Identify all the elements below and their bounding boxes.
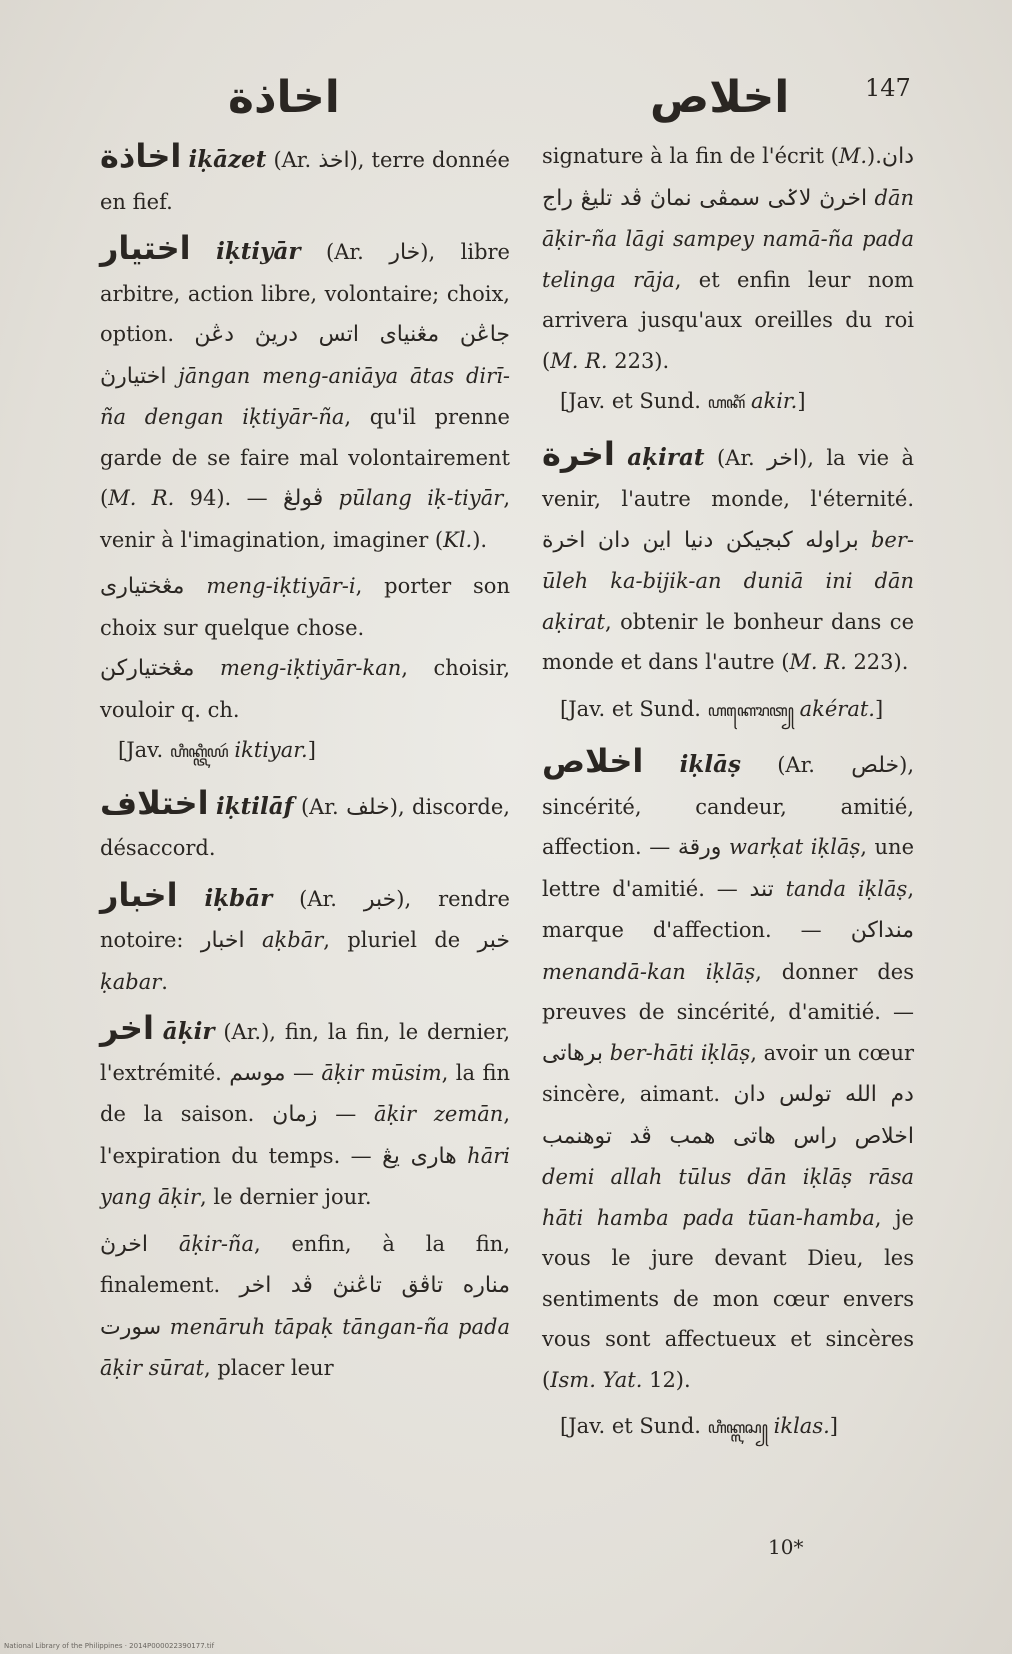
entry-akirat: اخرة aḳirat (Ar. اخر), la vie à venir, l'autre monde, l'éternité. براوله كبجيكن دنيا اين دان اخرة ber-ūleh ka-bijik-an duniā ini dān aḳirat, obtenir le bonheur dans ce monde et dans l'autre (M. R. 223). xyxy=(542,434,914,674)
subentry-meng-iktiyar-i: مڠختيارى meng-iḳtiyār-i, porter son choix sur quelque chose. xyxy=(100,574,510,640)
entry-ikbar: اخبار iḳbār (Ar. خبر), rendre notoire: اخبار aḳbār, pluriel de خبر ḳabar. xyxy=(100,875,511,994)
running-head-left: اخاذة xyxy=(228,72,340,123)
running-head-right: اخلاص xyxy=(650,72,790,123)
page-number: 147 xyxy=(865,74,911,102)
entry-iktilaf: اختلاف iḳtilāf (Ar. خلف), discorde, désaccord. xyxy=(100,783,510,860)
right-column xyxy=(542,136,914,1459)
entry-akir: اخر āḳir (Ar.), fin, la fin, le dernier, l'extrémité. موسم — āḳir mūsim, la fin de la saison. زمان — āḳir zemān, l'expiration du temps. — هارى يڠ hāri yang āḳir, le dernier jour. xyxy=(100,1009,510,1209)
left-column xyxy=(100,136,510,1389)
javanese-reference: [Jav. ꦲꦶꦏ꧀ꦠꦶꦪꦂ iktiyar.] xyxy=(118,738,316,762)
signature-mark: 10* xyxy=(768,1535,804,1559)
scan-credit: National Library of the Philippines · 2014P000022390177.tif xyxy=(4,1642,215,1650)
javanese-reference: [Jav. et Sund. ꦲꦏꦶꦂ akir.] xyxy=(560,389,806,413)
entry-ikazet: اخاذة iḳāzet (Ar. اخذ), terre donnée en fief. xyxy=(100,137,510,214)
subentry-meng-iktiyar-kan: مڠختياركن meng-iḳtiyār-kan, choisir, vouloir q. ch. xyxy=(100,656,510,722)
javanese-reference: [Jav. et Sund. ꦲꦏꦺꦫꦠ꧀ akérat.] xyxy=(560,696,884,721)
entry-iktiyar: اختيار iḳtiyār (Ar. خار), libre arbitre, action libre, volontaire; choix, option. جاڠن مڠنياى اتس دريڽ دڠن اختيارڽ jāngan meng-aniāya ātas dirī-ña dengan iḳtiyār-ña, qu'il prenne garde de se faire mal volontairement (M. R. 94). — ڤولڠ pūlang iḳ-tiyār, venir à l'imagination, imaginer (Kl.). xyxy=(100,229,511,552)
continuation-akir: signature à la fin de l'écrit (M.).دان اخرڽ لاݢى سمڤى نماڽ ڤد تليڠ راج dān āḳir-ña lāgi sampey namā-ña pada telinga rāja, et enfin leur nom arrivera jusqu'aux oreilles du roi (M. R. 223). xyxy=(542,144,914,373)
javanese-reference: [Jav. et Sund. ꦲꦶꦏ꧀ꦭꦱ꧀ iklas.] xyxy=(560,1414,838,1438)
subentry-akir-na: اخرڽ āḳir-ña, enfin, à la fin, finalement. مناره تاڤق تاڠنڽ ڤد اخر سورت menāruh tāpaḳ tāngan-ña pada āḳir sūrat, placer leur xyxy=(100,1231,510,1380)
entry-iklas: اخلاص iḳlāṣ (Ar. خلص), sincérité, candeur, amitié, affection. — ورقة warḳat iḳlāṣ, une lettre d'amitié. — تند tanda iḳlāṣ, marque d'affection. — منداكن menandā-kan iḳlāṣ, donner des preuves de sincérité, d'amitié. — برهاتى ber-hāti iḳlāṣ, avoir un cœur sincère, aimant. دم الله تولس دان اخلاص راس هاتى همب ڤد توهنمب demi allah tūlus dān iḳlāṣ rāsa hāti hamba pada tūan-hamba, je vous le jure devant Dieu, les sentiments de mon cœur envers vous sont affectueux et sincères (Ism. Yat. 12). xyxy=(542,742,915,1392)
